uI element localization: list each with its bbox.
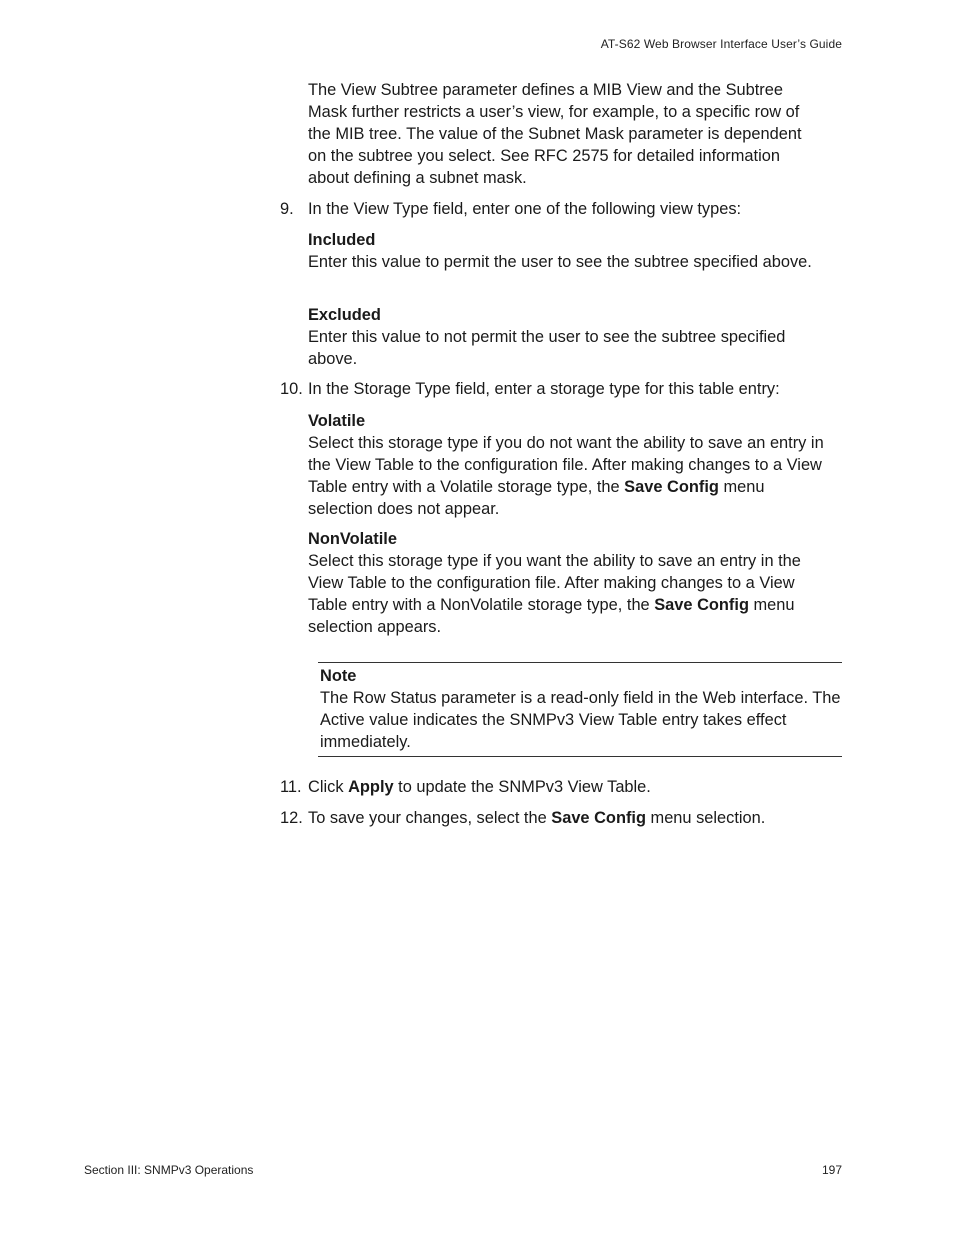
option-desc: Enter this value to permit the user to see the subtree specified above. bbox=[308, 253, 812, 271]
option-desc: Enter this value to not permit the user to see the subtree specified above. bbox=[308, 328, 786, 368]
save-config-label: Save Config bbox=[654, 596, 749, 614]
save-config-label: Save Config bbox=[551, 809, 646, 827]
intro-paragraph: The View Subtree parameter defines a MIB View and the Subtree Mask further restricts a user’s view, for example, to a specific row of the MIB tree. The value of the Subnet Mask parameter is dependent on the subtree you select. See RFC 2575 for detailed information about defining a subnet mask. bbox=[308, 81, 802, 187]
step-number: 9. bbox=[280, 200, 294, 218]
note-title: Note bbox=[320, 667, 357, 685]
option-desc: Select this storage type if you do not want the ability to save an entry in the View Table to the configuration file. After making changes to a View Table entry with a Volatile storage type, the Save Config menu selection does not appear. bbox=[308, 434, 824, 518]
step-9 bbox=[280, 198, 840, 220]
step-10 bbox=[280, 378, 840, 400]
option-term: NonVolatile bbox=[308, 530, 397, 548]
step-text: In the Storage Type field, enter a storage type for this table entry: bbox=[308, 380, 780, 398]
step-number: 12. bbox=[280, 809, 303, 827]
option-excluded bbox=[308, 304, 828, 370]
step-text: In the View Type field, enter one of the following view types: bbox=[308, 200, 742, 218]
option-term: Volatile bbox=[308, 412, 366, 430]
option-term: Excluded bbox=[308, 306, 381, 324]
option-nonvolatile bbox=[308, 528, 828, 638]
option-term: Included bbox=[308, 231, 376, 249]
footer-section: Section III: SNMPv3 Operations bbox=[84, 1163, 254, 1177]
note-text: The Row Status parameter is a read-only field in the Web interface. The Active value indicates the SNMPv3 View Table entry takes effect immediately. bbox=[320, 689, 841, 751]
step-number: 11. bbox=[280, 778, 302, 796]
apply-label: Apply bbox=[348, 778, 394, 796]
option-volatile bbox=[308, 410, 828, 520]
option-included bbox=[308, 229, 828, 273]
running-header: AT-S62 Web Browser Interface User’s Guide bbox=[600, 37, 842, 51]
note-box bbox=[318, 662, 842, 757]
page-number: 197 bbox=[821, 1163, 842, 1177]
save-config-label: Save Config bbox=[624, 478, 719, 496]
step-12: 12. To save your changes, select the Save Config menu selection. bbox=[280, 809, 766, 827]
step-11: 11. Click Apply to update the SNMPv3 View Table. bbox=[280, 778, 651, 796]
step-number: 10. bbox=[280, 380, 303, 398]
option-desc: Select this storage type if you want the ability to save an entry in the View Table to the configuration file. After making changes to a View Table entry with a NonVolatile storage type, the Save Config menu selection appears. bbox=[308, 552, 801, 636]
